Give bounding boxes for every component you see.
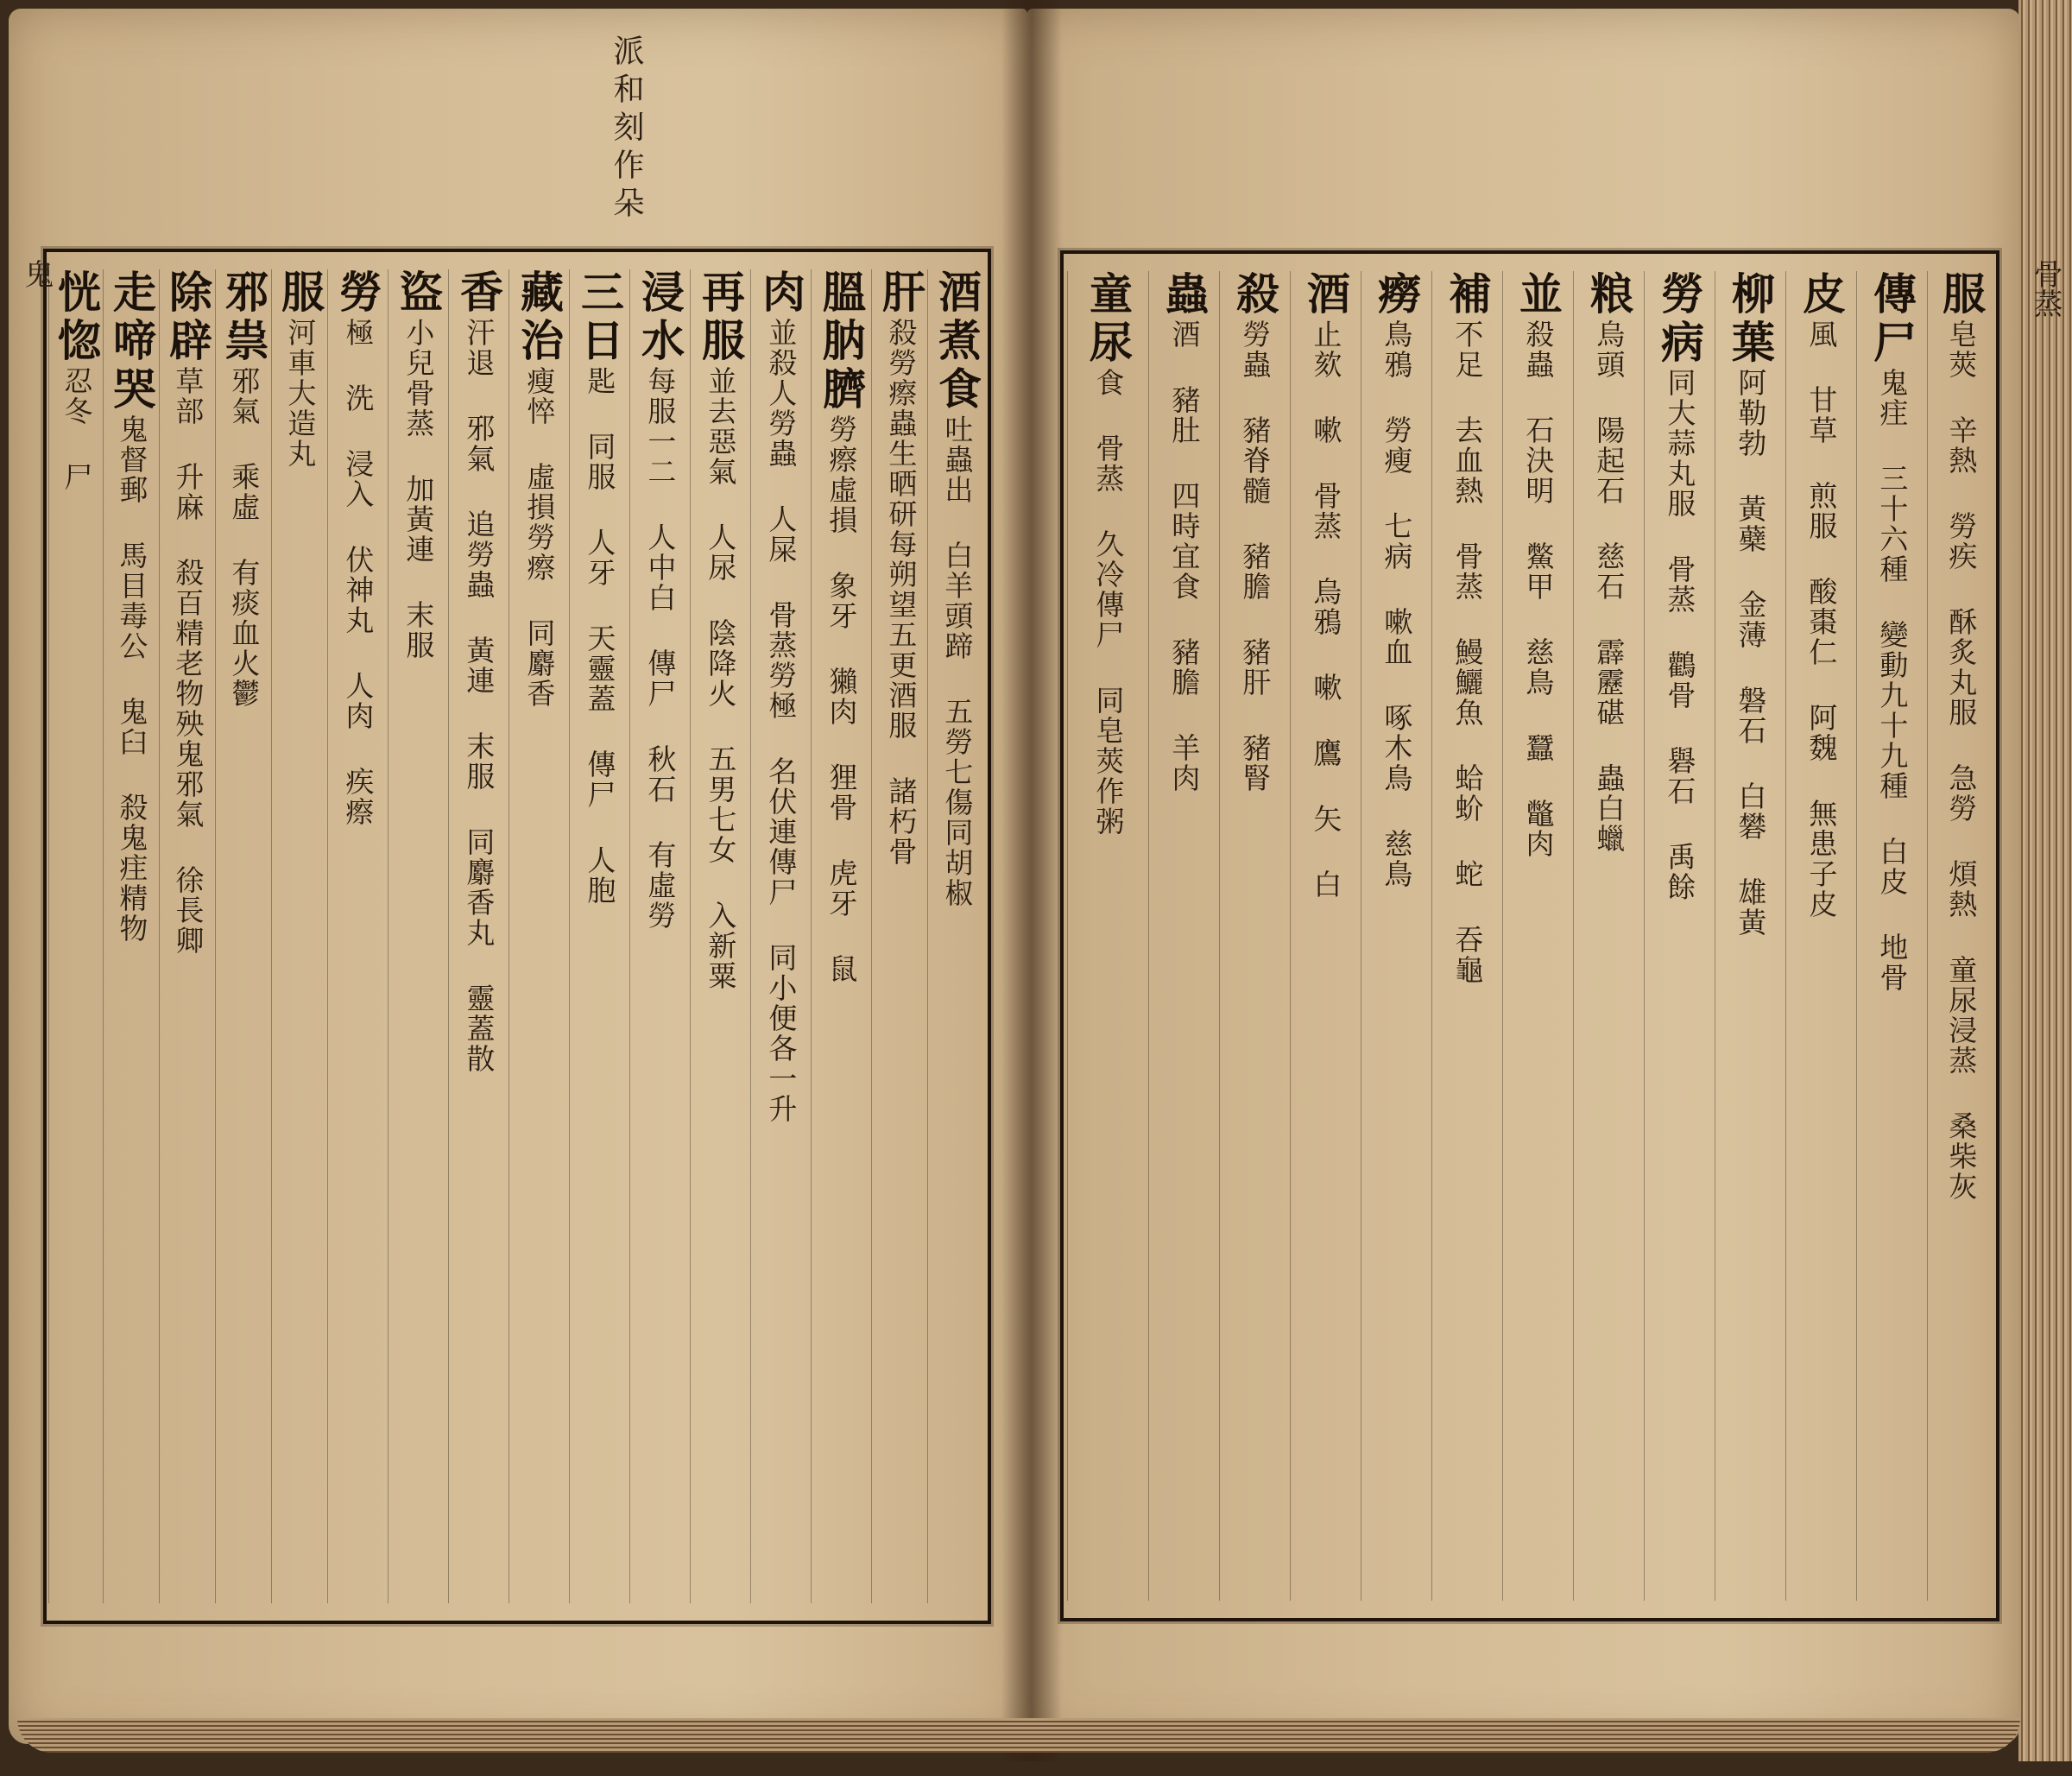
book-gutter	[1001, 0, 1062, 1761]
text-column: 童尿 食 骨蒸 久冷傳尸 同皂莢作粥	[1067, 271, 1147, 1601]
margin-character: 骨蒸	[2028, 259, 2063, 318]
text-column: 香 汗退 邪氣 追勞蟲 黃連 末服 同麝香丸 靈蓋散	[448, 269, 508, 1603]
text-column: 並 殺蟲 石決明 鱉甲 慈鳥 蠶 鼈肉	[1502, 271, 1572, 1601]
text-column: 三日 匙 同服 人牙 天靈蓋 傳尸 人胞	[569, 269, 629, 1603]
margin-character: 鬼	[19, 259, 54, 288]
page-bottom-stack	[17, 1718, 2020, 1753]
text-column: 肝 殺勞瘵蟲生晒研每朔望五更酒服 諸朽骨	[871, 269, 929, 1603]
text-column: 膃肭臍 勞瘵虛損 象牙 獺肉 狸骨 虎牙 鼠	[811, 269, 870, 1603]
text-column: 皮 風 甘草 煎服 酸棗仁 阿魏 無患子皮	[1785, 271, 1855, 1601]
text-column: 殺 勞蟲 豬脊髓 豬膽 豬肝 豬腎	[1219, 271, 1289, 1601]
text-column: 服 皂莢 辛熱 勞疾 酥炙丸服 急勞 煩熱 童尿浸蒸 桑柴灰	[1927, 271, 1993, 1601]
text-column: 邪祟 邪氣 乘虛 有痰血火鬱	[215, 269, 271, 1603]
text-column: 勞病 同大蒜丸服 骨蒸 鸛骨 礜石 禹餘	[1644, 271, 1714, 1601]
text-column: 勞 極 洗 浸入 伏神丸 人肉 疾瘵	[327, 269, 387, 1603]
text-column: 傳尸 鬼疰 三十六種 變動九十九種 白皮 地骨	[1856, 271, 1926, 1601]
text-column: 酒 止欬 嗽 骨蒸 烏鴉 嗽 鷹 矢 白	[1290, 271, 1360, 1601]
text-column: 恍惚 忍冬 尸	[48, 269, 103, 1603]
left-text-frame	[43, 249, 991, 1624]
text-column: 走啼哭 鬼督郵 馬目毒公 鬼臼 殺鬼疰精物	[103, 269, 159, 1603]
text-column: 肉 並殺人勞蟲 人屎 骨蒸勞極 名伏連傳尸 同小便各一升	[750, 269, 810, 1603]
text-column: 柳葉 阿勒勃 黃蘗 金薄 磐石 白礬 雄黃	[1715, 271, 1785, 1601]
text-column: 酒煮食 吐蟲出 白羊頭蹄 五勞七傷同胡椒	[927, 269, 985, 1603]
text-column: 蟲 酒 豬肚 四時宜食 豬膽 羊肉	[1148, 271, 1218, 1601]
text-column: 再服 並去惡氣 人尿 陰降火 五男七女 入新粟	[690, 269, 749, 1603]
right-text-frame	[1060, 250, 1999, 1621]
text-column: 癆 鳥鴉 勞瘦 七病 嗽血 啄木鳥 慈鳥	[1361, 271, 1431, 1601]
text-column: 浸水 每服一二 人中白 傳尸 秋石 有虛勞	[629, 269, 689, 1603]
text-column: 補 不足 去血熱 骨蒸 鰻鱺魚 蛤蚧 蛇 吞龜	[1431, 271, 1501, 1601]
printer-mark: 派和刻作朵	[609, 35, 644, 224]
text-column: 服 河車大造丸	[271, 269, 327, 1603]
text-column: 藏治 瘦悴 虛損勞瘵 同麝香	[509, 269, 568, 1603]
text-column: 盜 小兒骨蒸 加黃連 末服	[388, 269, 447, 1603]
text-column: 粮 烏頭 陽起石 慈石 霹靂碪 蟲白蠟	[1573, 271, 1643, 1601]
text-column: 除辟 草部 升麻 殺百精老物殃鬼邪氣 徐長卿	[159, 269, 215, 1603]
